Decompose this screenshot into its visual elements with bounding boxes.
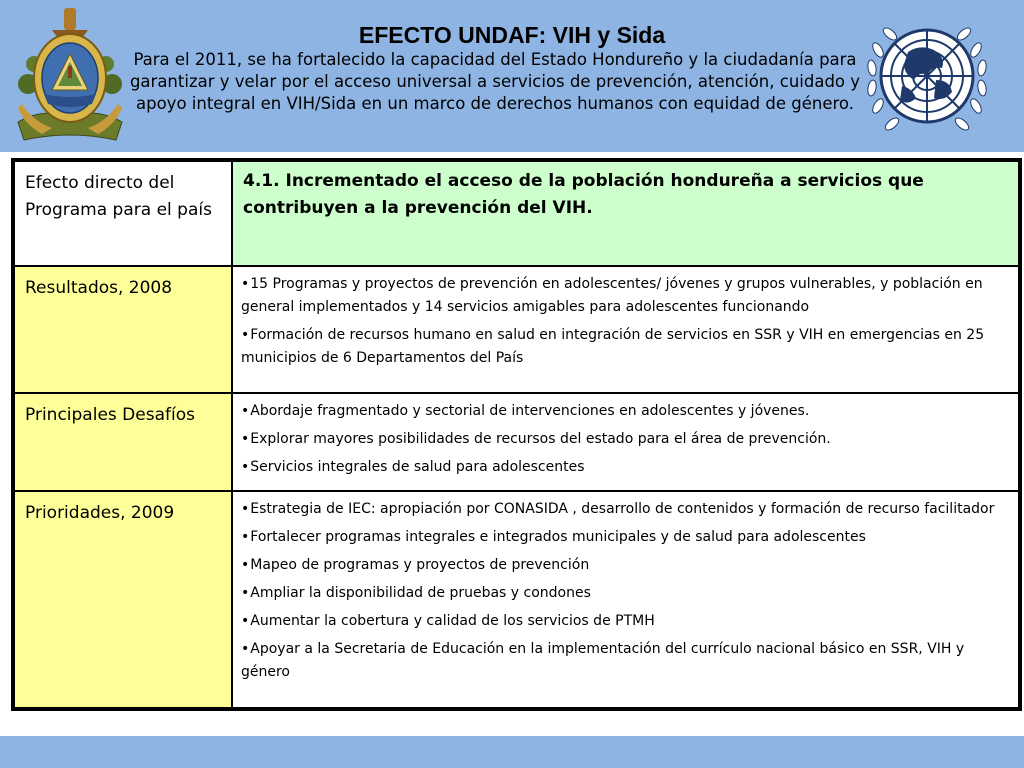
row-label: Resultados, 2008 — [14, 266, 232, 393]
row-content — [232, 266, 1019, 393]
page-subtitle: Para el 2011, se ha fortalecido la capacidad del Estado Hondureño y la ciudadanía para garantizar y velar por el acceso universal a servicios de prevención, atención, cuidado y apoyo integral en VIH/Sida en un marco de derechos humanos con equidad de género. — [129, 50, 861, 113]
table-row — [14, 266, 1019, 393]
footer-band — [0, 736, 1024, 768]
list-item: •Abordaje fragmentado y sectorial de intervenciones en adolescentes y jóvenes. — [241, 403, 810, 419]
list-item: •Servicios integrales de salud para adolescentes — [241, 459, 585, 475]
list-item: •Fortalecer programas integrales e integrados municipales y de salud para adolescentes — [241, 529, 866, 545]
row-label: Prioridades, 2009 — [14, 491, 232, 708]
list-item: •Aumentar la cobertura y calidad de los servicios de PTMH — [241, 613, 655, 629]
list-item: •Formación de recursos humano en salud en integración de servicios en SSR y VIH en emergencias en 25 municipios de 6 Departamentos del País — [241, 327, 985, 366]
row-content — [232, 393, 1019, 491]
list-item: •Mapeo de programas y proyectos de prevención — [241, 557, 590, 573]
row-label: Principales Desafíos — [14, 393, 232, 491]
list-item: •15 Programas y proyectos de prevención en adolescentes/ jóvenes y grupos vulnerables, y población en general implementados y 14 servicios amigables para adolescentes funcionando — [241, 276, 983, 315]
list-item: •Estrategia de IEC: apropiación por CONASIDA , desarrollo de contenidos y formación de recurso facilitador — [241, 501, 995, 517]
list-item: •Explorar mayores posibilidades de recursos del estado para el área de prevención. — [241, 431, 831, 447]
list-item: •Ampliar la disponibilidad de pruebas y condones — [241, 585, 591, 601]
page-title: EFECTO UNDAF: VIH y Sida — [358, 22, 666, 48]
table-row — [14, 393, 1019, 491]
row-content: 4.1. Incrementado el acceso de la población hondureña a servicios que contribuyen a la prevención del VIH. — [232, 161, 1019, 266]
results-table — [11, 158, 1022, 711]
table-row — [14, 491, 1019, 708]
row-content — [232, 491, 1019, 708]
row-label: Efecto directo del Programa para el país — [14, 161, 232, 266]
list-item: •Apoyar a la Secretaria de Educación en la implementación del currículo nacional básico en SSR, VIH y género — [241, 641, 965, 680]
table-row — [14, 161, 1019, 266]
